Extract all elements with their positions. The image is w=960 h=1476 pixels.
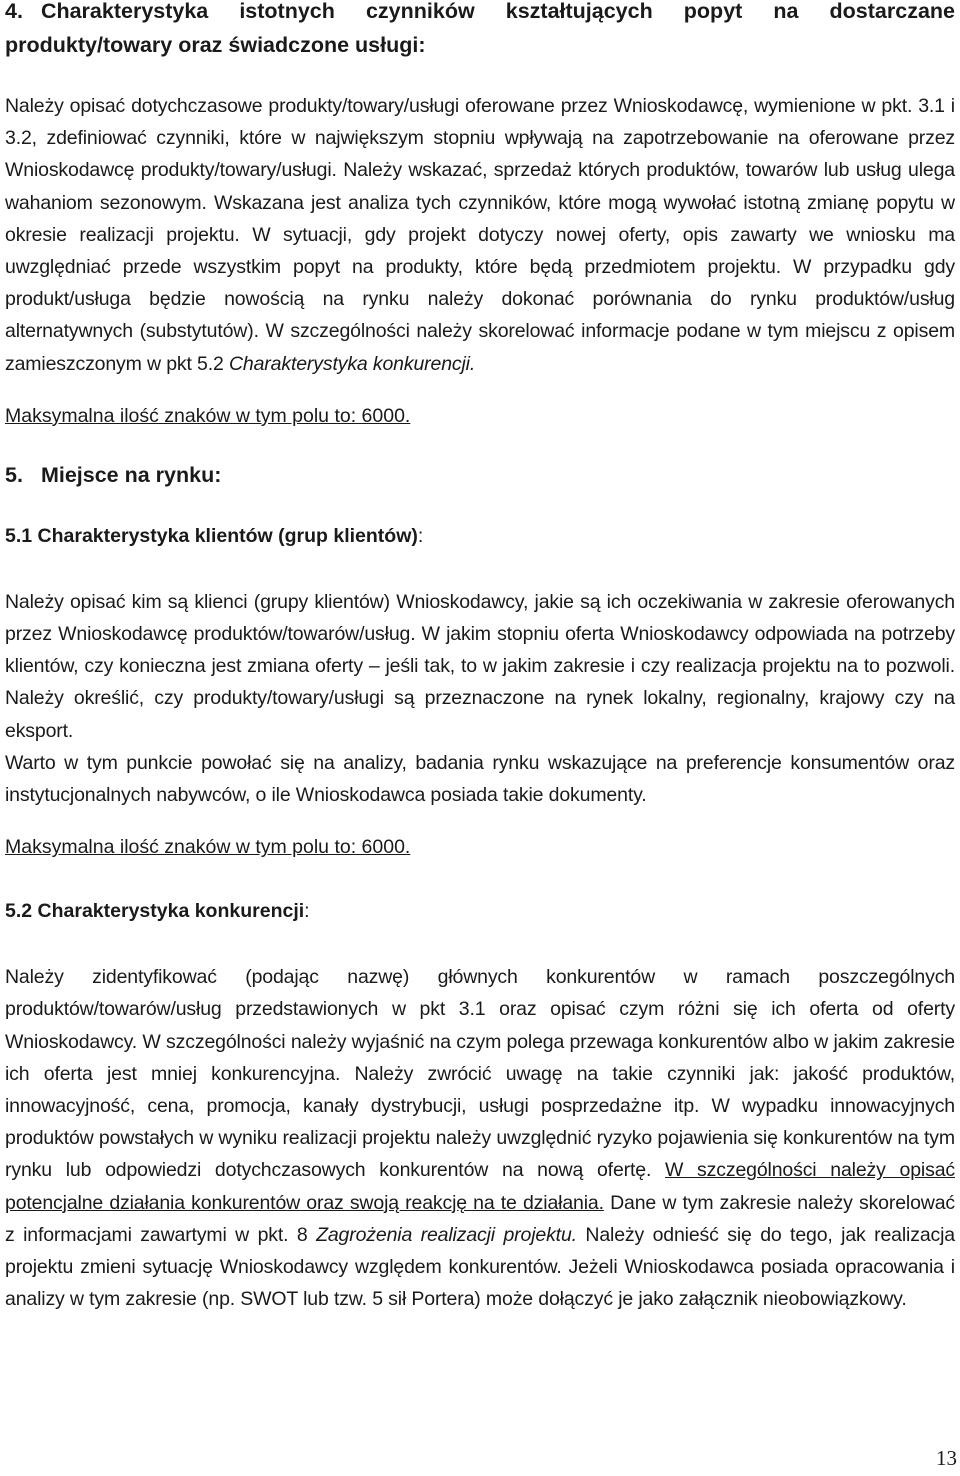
section-5-1-colon: : [417, 524, 424, 547]
section-5-title: Miejsce na rynku: [40, 462, 222, 487]
section-5-2-text-a: Należy zidentyfikować (podając nazwę) głównych konkurentów w ramach poszczególnych produktów/towarów/usług przedstawionych w pkt 3.1 oraz opisać czym różni się ich oferta od oferty Wnioskodawcy. W szczególności należy wyjaśnić na czym polega przewaga konkurentów albo w jakim zakresie ich oferta jest mniej konkurencyjna. Należy zwrócić uwagę na takie czynniki jak: jakość produktów, innowacyjność, cena, promocja, kanały dystrybucji, usługi posprzedażne itp. W wypadku innowacyjnych produktów powstałych w wyniku realizacji projektu należy uwzględnić ryzyko pojawienia się konkurentów na tym rynku lub odpowiedzi dotychczasowych konkurentów na nową ofertę. [5, 966, 955, 1182]
section-5-1-paragraph-2: Warto w tym punkcie powołać się na analizy, badania rynku wskazujące na preferencje konsumentów oraz instytucjonalnych nabywców, o ile Wnioskodawca posiada takie dokumenty. [5, 751, 955, 807]
section-4-paragraph [5, 90, 955, 380]
section-5-2-title: Charakterystyka konkurencji [37, 900, 305, 923]
section-5-2-number: 5.2 [5, 900, 33, 923]
section-5-2-heading [5, 895, 955, 927]
section-5-1-number: 5.1 [5, 524, 33, 547]
section-5-1-title: Charakterystyka klientów (grup klientów) [37, 524, 418, 547]
section-4-char-limit: Maksymalna ilość znaków w tym polu to: 6000. [5, 404, 411, 427]
section-5-2-underlined-text: W szczególności należy opisać potencjalne działania konkurentów oraz swoją reakcję na te działania. [5, 1159, 955, 1214]
section-5-1-paragraph-1: Należy opisać kim są klienci (grupy klientów) Wnioskodawcy, jakie są ich oczekiwania w zakresie oferowanych przez Wnioskodawcę produktów/towarów/usług. W jakim stopniu oferta Wnioskodawcy odpowiada na potrzeby klientów, czy konieczna jest zmiana oferty – jeśli tak, to w jakim zakresie i czy realizacja projektu na to pozwoli. Należy określić, czy produkty/towary/usługi są przeznaczone na rynek lokalny, regionalny, krajowy czy na eksport. [5, 590, 955, 742]
document-page [5, 0, 955, 1315]
section-5-1-heading [5, 520, 955, 552]
section-5-2-reference: Zagrożenia realizacji projektu. [316, 1223, 577, 1246]
section-5-2-colon: : [304, 900, 310, 923]
section-4-text: Należy opisać dotychczasowe produkty/towary/usługi oferowane przez Wnioskodawcę, wymienione w pkt. 3.1 i 3.2, zdefiniować czynniki, które w największym stopniu wpływają na zapotrzebowanie na oferowane przez Wnioskodawcę produkty/towary/usługi. Należy wskazać, sprzedaż których produktów, towarów lub usług ulega wahaniom sezonowym. Wskazana jest analiza tych czynników, które mogą wywołać istotną zmianę popytu w okresie realizacji projektu. W sytuacji, gdy projekt dotyczy nowej oferty, opis zawarty we wniosku ma uwzględniać przede wszystkim popyt na produkty, które będą przedmiotem projektu. W przypadku gdy produkt/usługa będzie nowością na rynku należy dokonać porównania do rynku produktów/usług alternatywnych (substytutów). W szczególności należy skorelować informacje podane w tym miejscu z opisem zamieszczonym w pkt 5.2 [5, 95, 955, 375]
section-4-limit-row [5, 400, 955, 432]
section-5-1-char-limit: Maksymalna ilość znaków w tym polu to: 6000. [5, 836, 411, 859]
page-number: 13 [936, 1446, 957, 1470]
section-4-title: Charakterystyka istotnych czynników kształtujących popyt na dostarczane produkty/towary oraz świadczone usługi: [5, 0, 955, 57]
section-4-number: 4. [5, 0, 23, 23]
section-5-1-limit-row [5, 831, 955, 863]
section-4-heading [5, 0, 955, 62]
section-5-heading [5, 458, 955, 492]
section-5-2-text-b: Dane w tym zakresie należy skorelować z informacjami zawartymi w pkt. 8 [5, 1191, 956, 1246]
section-5-2-text-c: Należy odnieść się do tego, jak realizacja projektu zmieni sytuację Wnioskodawcy względem konkurentów. Jeżeli Wnioskodawca posiada opracowania i analizy w tym zakresie (np. SWOT lub tzw. 5 sił Portera) może dołączyć je jako załącznik nieobowiązkowy. [5, 1223, 955, 1311]
section-5-2-paragraph [5, 961, 955, 1315]
section-5-number: 5. [5, 462, 23, 487]
section-4-reference: Charakterystyka konkurencji. [228, 352, 476, 375]
